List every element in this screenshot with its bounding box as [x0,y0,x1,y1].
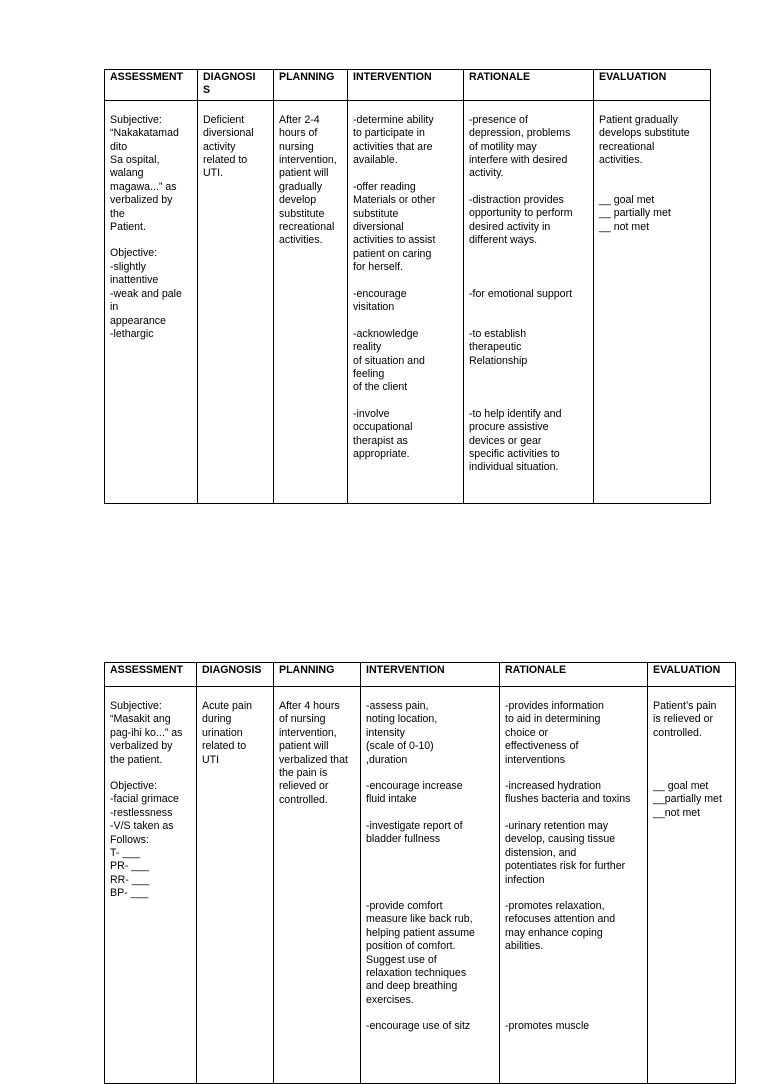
intervention-item: -assess pain, noting location, intensity (scale of 0-10) ,duration [366,700,438,766]
subjective-data: Subjective: “Masakit ang pag-ihi ko...” as verbalized by the patient. [110,700,183,766]
objective-data: Objective: -slightly inattentive -weak and pale in appearance -lethargic [110,247,182,340]
nursing-diagnosis: Deficient diversional activity related to UTI. [203,113,254,180]
intervention-item: -encourage increase fluid intake [366,780,463,806]
header-intervention: INTERVENTION [348,70,464,101]
header-rationale: RATIONALE [500,663,648,687]
intervention-item: -investigate report of bladder fullness [366,820,463,846]
intervention-cell [348,100,464,503]
rationale-item: -promotes muscle [505,1020,590,1032]
header-evaluation: EVALUATION [648,663,736,687]
diagnosis-cell [198,100,274,503]
goal-status-checklist: __ goal met __partially met __not met [653,780,722,819]
planning-goal: After 4 hours of nursing intervention, patient will verbalized that the pain is relieved or controlled. [279,700,348,806]
header-intervention: INTERVENTION [361,663,500,687]
planning-cell [274,100,348,503]
rationale-item: -presence of depression, problems of motility may interfere with desired activity. [469,113,571,180]
rationale-item: -to establish therapeutic Relationship [469,327,528,367]
evaluation-cell [594,100,711,503]
rationale-item: -for emotional support [469,287,573,300]
table-header-row [105,663,736,687]
objective-data: Objective: -facial grimace -restlessness -V/S taken as Follows: T- ___ PR- ___ RR- ___ BP- ___ [110,780,179,900]
rationale-item: -to help identify and procure assistive devices or gear specific activities to individual situation. [469,407,562,474]
header-evaluation: EVALUATION [594,70,711,101]
rationale-item: -urinary retention may develop, causing tissue distension, and potentiates risk for further infection [505,820,626,886]
intervention-item: -offer reading Materials or other substitute diversional activities to assist patient on caring for herself. [353,180,436,274]
planning-goal: After 2-4 hours of nursing intervention, patient will gradually develop substitute recreational activities. [279,113,337,247]
table-header-row [105,70,711,101]
nursing-care-plan-table-2 [104,662,736,1084]
header-rationale: RATIONALE [464,70,594,101]
intervention-item: -determine ability to participate in activities that are available. [353,113,434,167]
table-row [105,100,711,503]
evaluation-outcome: Patient’s pain is relieved or controlled. [653,700,717,739]
nursing-care-plan-table-1 [104,69,711,504]
rationale-cell [464,100,594,503]
header-diagnosis: DIAGNOSI S [198,70,274,101]
nursing-diagnosis: Acute pain during urination related to UTI [202,700,253,766]
intervention-item: -acknowledge reality of situation and feeling of the client [353,327,425,394]
header-assessment: ASSESSMENT [105,663,197,687]
header-planning: PLANNING [274,70,348,101]
intervention-item: -encourage visitation [353,287,407,314]
rationale-item: -increased hydration flushes bacteria and toxins [505,780,631,806]
header-planning: PLANNING [274,663,361,687]
intervention-item: -provide comfort measure like back rub, helping patient assume position of comfort. Suggest use of relaxation techniques and deep breathing exercises. [366,900,475,1006]
goal-status-checklist: __ goal met __ partially met __ not met [599,193,671,233]
header-diagnosis: DIAGNOSIS [197,663,274,687]
rationale-item: -provides information to aid in determining choice or effectiveness of interventions [505,700,604,766]
assessment-cell [105,100,198,503]
rationale-item: -promotes relaxation, refocuses attention and may enhance coping abilities. [505,900,616,953]
rationale-item: -distraction provides opportunity to perform desired activity in different ways. [469,193,573,247]
header-assessment: ASSESSMENT [105,70,198,101]
subjective-data: Subjective: “Nakakatamad dito Sa ospital, walang magawa...” as verbalized by the Patient. [110,113,179,234]
evaluation-outcome: Patient gradually develops substitute recreational activities. [599,113,690,167]
intervention-item: -encourage use of sitz [366,1020,471,1032]
intervention-item: -involve occupational therapist as appropriate. [353,407,413,461]
